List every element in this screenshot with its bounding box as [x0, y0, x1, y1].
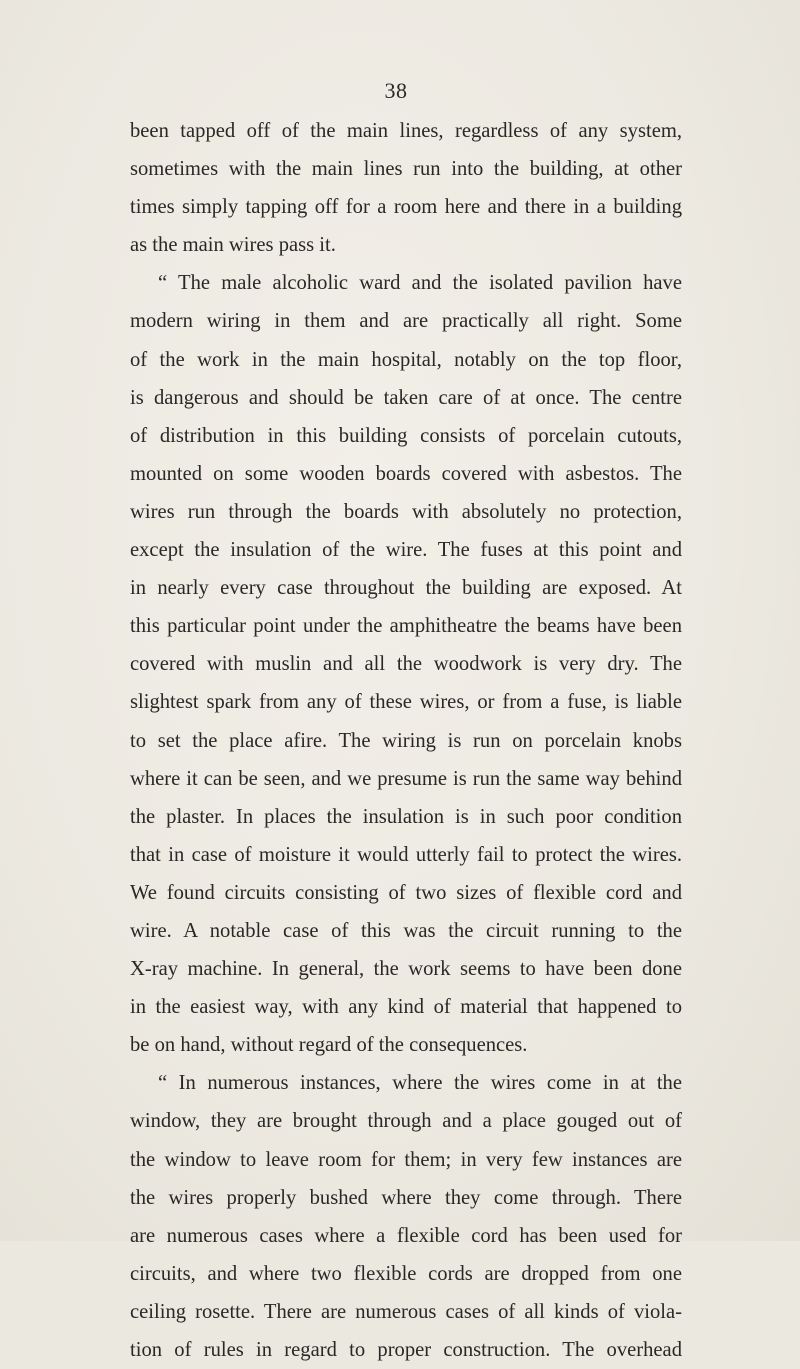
text-line: of the work in the main hospital, notably on the top floor, — [130, 348, 682, 371]
text-line: mounted on some wooden boards covered with asbestos. The — [130, 462, 682, 485]
text-line: covered with muslin and all the woodwork is very dry. The — [130, 653, 682, 676]
text-line: X-ray machine. In general, the work seems to have been done — [130, 958, 682, 981]
text-line: wires run through the boards with absolutely no protection, — [130, 500, 682, 523]
text-line: the plaster. In places the insulation is in such poor condition — [130, 805, 682, 828]
text-line: modern wiring in them and are practically all right. Some — [130, 310, 682, 333]
text-line: this particular point under the amphitheatre the beams have been — [130, 615, 682, 638]
text-line: times simply tapping off for a room here and there in a building — [130, 196, 682, 219]
text-line: in the easiest way, with any kind of material that happened to — [130, 996, 682, 1019]
text-line: that in case of moisture it would utterly fail to protect the wires. — [130, 843, 682, 866]
text-line: sometimes with the main lines run into the building, at other — [130, 158, 682, 181]
text-line: “ The male alcoholic ward and the isolated pavilion have — [158, 272, 682, 295]
page-number: 38 — [384, 78, 408, 103]
text-line: “ In numerous instances, where the wires come in at the — [158, 1072, 682, 1095]
text-line: the wires properly bushed where they come through. There — [130, 1186, 682, 1209]
text-line: been tapped off of the main lines, regardless of any system, — [130, 120, 682, 142]
text-line: the window to leave room for them; in very few instances are — [130, 1148, 682, 1171]
text-line: where it can be seen, and we presume is run the same way behind — [130, 767, 682, 790]
text-line: to set the place afire. The wiring is run on porcelain knobs — [130, 729, 682, 752]
text-line: We found circuits consisting of two sizes of flexible cord and — [130, 881, 682, 904]
text-line: in nearly every case throughout the building are exposed. At — [130, 577, 682, 600]
text-line: as the main wires pass it. — [130, 234, 336, 257]
text-line: wire. A notable case of this was the circuit running to the — [130, 919, 682, 942]
text-line: be on hand, without regard of the consequences. — [130, 1034, 528, 1057]
text-line: except the insulation of the wire. The fuses at this point and — [130, 539, 682, 562]
text-line: slightest spark from any of these wires, or from a fuse, is liable — [130, 691, 682, 714]
text-line: are numerous cases where a flexible cord has been used for — [130, 1224, 682, 1247]
text-line: is dangerous and should be taken care of at once. The centre — [130, 386, 682, 409]
text-line: tion of rules in regard to proper construction. The overhead — [130, 1339, 682, 1361]
text-line: ceiling rosette. There are numerous cases of all kinds of viola- — [130, 1300, 682, 1323]
text-line: window, they are brought through and a place gouged out of — [130, 1110, 682, 1133]
body-text — [130, 112, 682, 1369]
text-line: circuits, and where two flexible cords are dropped from one — [130, 1262, 682, 1285]
text-line: of distribution in this building consists of porcelain cutouts, — [130, 424, 682, 447]
